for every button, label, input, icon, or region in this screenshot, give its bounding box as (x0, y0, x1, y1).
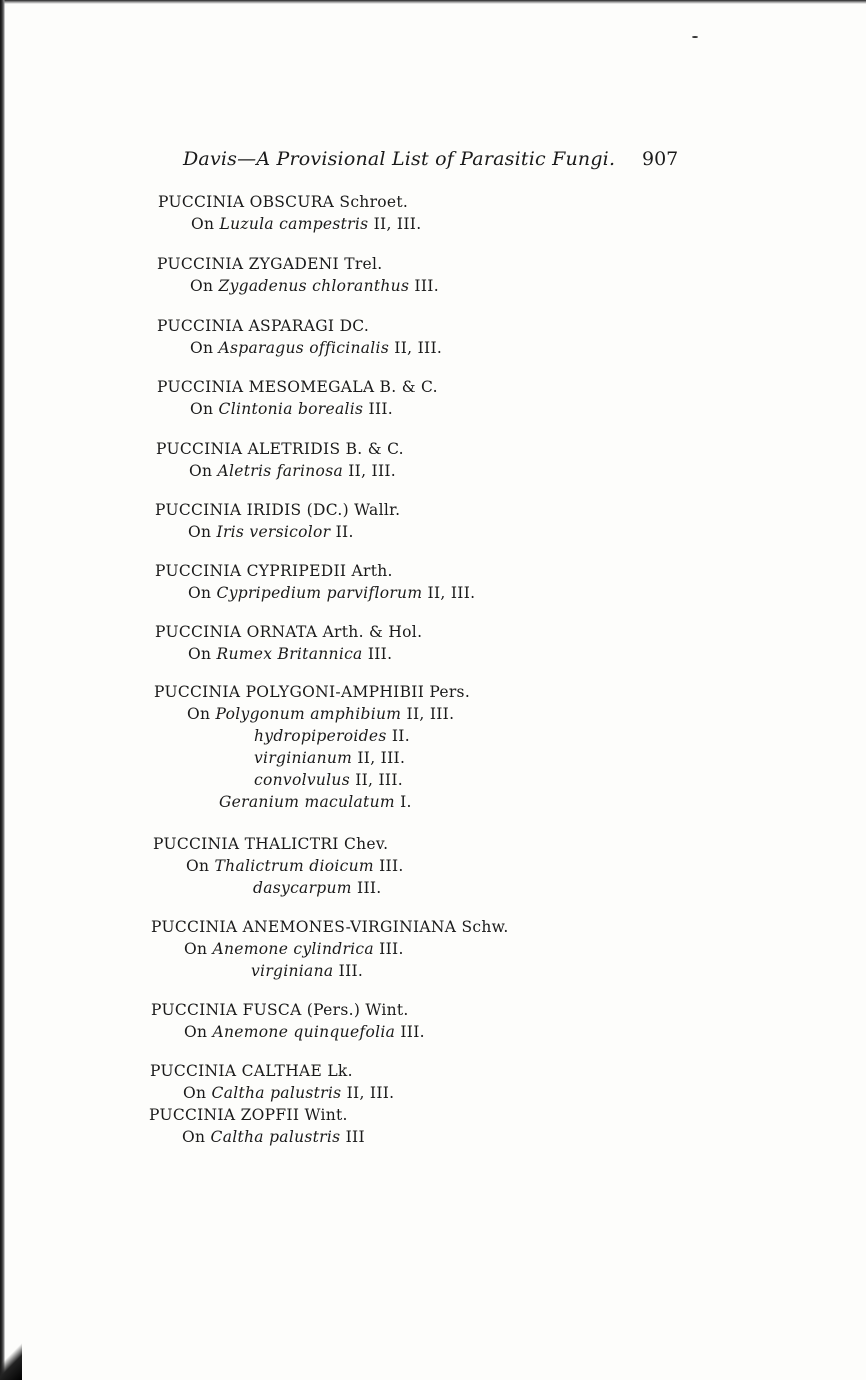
host-prefix: On (188, 584, 217, 602)
host-prefix: On (189, 462, 218, 480)
host-name: virginianum (254, 749, 353, 767)
page-left-edge (0, 0, 5, 1380)
host-prefix: On (184, 1023, 213, 1041)
host-name: Geranium maculatum (219, 793, 395, 811)
host-line (190, 338, 442, 358)
host-name: hydropiperoides (254, 727, 387, 745)
species-name: PUCCINIA FUSCA (Pers.) Wint. (151, 1001, 409, 1019)
host-name: Cypripedium parviflorum (216, 584, 423, 602)
host-prefix: On (190, 400, 219, 418)
host-name: Anemone cylindrica (212, 940, 374, 958)
host-name: Luzula campestris (219, 215, 369, 233)
host-name: Zygadenus chloranthus (218, 277, 410, 295)
host-line (189, 461, 396, 481)
host-line (187, 704, 454, 724)
host-line (188, 644, 392, 664)
host-line (190, 276, 439, 296)
host-line (183, 1083, 394, 1103)
speck-mark (692, 36, 698, 38)
host-line (251, 961, 363, 981)
host-line (254, 770, 403, 790)
spore-stages: II. (330, 523, 354, 541)
spore-stages: II, III. (352, 749, 406, 767)
spore-stages: II, III. (343, 462, 397, 480)
spore-stages: III. (363, 400, 394, 418)
host-line (219, 792, 412, 812)
host-name: convolvulus (254, 771, 350, 789)
host-prefix: On (188, 523, 217, 541)
host-name: Caltha palustris (210, 1128, 341, 1146)
host-prefix: On (190, 277, 219, 295)
spore-stages: II, III. (389, 339, 443, 357)
host-prefix: On (188, 645, 217, 663)
host-line (190, 399, 393, 419)
host-name: dasycarpum (253, 879, 352, 897)
species-name: PUCCINIA OBSCURA Schroet. (158, 193, 409, 211)
host-line (254, 748, 405, 768)
host-line (254, 726, 410, 746)
spore-stages: III. (333, 962, 364, 980)
spore-stages: II, III. (422, 584, 476, 602)
host-line (253, 878, 382, 898)
host-name: Clintonia borealis (218, 400, 364, 418)
species-name: PUCCINIA POLYGONI-AMPHIBII Pers. (154, 683, 471, 701)
host-name: Iris versicolor (216, 523, 331, 541)
page-header (0, 148, 866, 178)
host-prefix: On (190, 339, 219, 357)
spore-stages: III (340, 1128, 365, 1146)
species-name: PUCCINIA ZOPFII Wint. (149, 1106, 348, 1124)
spore-stages: II. (386, 727, 410, 745)
page-top-edge (0, 0, 866, 4)
spore-stages: II, III. (401, 705, 455, 723)
species-name: PUCCINIA IRIDIS (DC.) Wallr. (155, 501, 401, 519)
host-prefix: On (182, 1128, 211, 1146)
species-name: PUCCINIA ORNATA Arth. & Hol. (155, 623, 423, 641)
spore-stages: III. (409, 277, 439, 295)
spore-stages: III. (351, 879, 382, 897)
spore-stages: II, III. (368, 215, 422, 233)
spore-stages: III. (373, 940, 404, 958)
species-name: PUCCINIA ANEMONES-VIRGINIANA Schw. (151, 918, 509, 936)
host-name: Caltha palustris (211, 1084, 342, 1102)
host-line (188, 522, 354, 542)
host-line (186, 856, 404, 876)
species-name: PUCCINIA ALETRIDIS B. & C. (156, 440, 404, 458)
species-name: PUCCINIA CALTHAE Lk. (150, 1062, 353, 1080)
spore-stages: III. (362, 645, 393, 663)
spore-stages: II, III. (341, 1084, 395, 1102)
host-name: Rumex Britannica (216, 645, 363, 663)
host-name: virginiana (251, 962, 334, 980)
host-line (182, 1127, 365, 1147)
host-line (184, 939, 404, 959)
species-name: PUCCINIA THALICTRI Chev. (153, 835, 389, 853)
species-name: PUCCINIA MESOMEGALA B. & C. (157, 378, 438, 396)
host-name: Polygonum amphibium (215, 705, 402, 723)
host-name: Aletris farinosa (217, 462, 343, 480)
spore-stages: II, III. (349, 771, 404, 789)
species-name: PUCCINIA ZYGADENI Trel. (157, 255, 383, 273)
host-name: Asparagus officinalis (218, 339, 390, 357)
running-title: Davis—A Provisional List of Parasitic Fungi. (183, 148, 616, 170)
host-name: Anemone quinquefolia (212, 1023, 396, 1041)
host-prefix: On (187, 705, 216, 723)
species-name: PUCCINIA CYPRIPEDII Arth. (155, 562, 393, 580)
host-prefix: On (186, 857, 215, 875)
host-line (191, 214, 421, 234)
host-line (188, 583, 475, 603)
host-line (184, 1022, 425, 1042)
spore-stages: III. (395, 1023, 425, 1041)
host-prefix: On (191, 215, 220, 233)
host-prefix: On (184, 940, 213, 958)
page-corner-shadow (0, 1340, 22, 1380)
species-name: PUCCINIA ASPARAGI DC. (157, 317, 370, 335)
page-number: 907 (642, 148, 679, 170)
spore-stages: III. (373, 857, 404, 875)
spore-stages: I. (394, 793, 412, 811)
host-prefix: On (183, 1084, 212, 1102)
host-name: Thalictrum dioicum (214, 857, 374, 875)
